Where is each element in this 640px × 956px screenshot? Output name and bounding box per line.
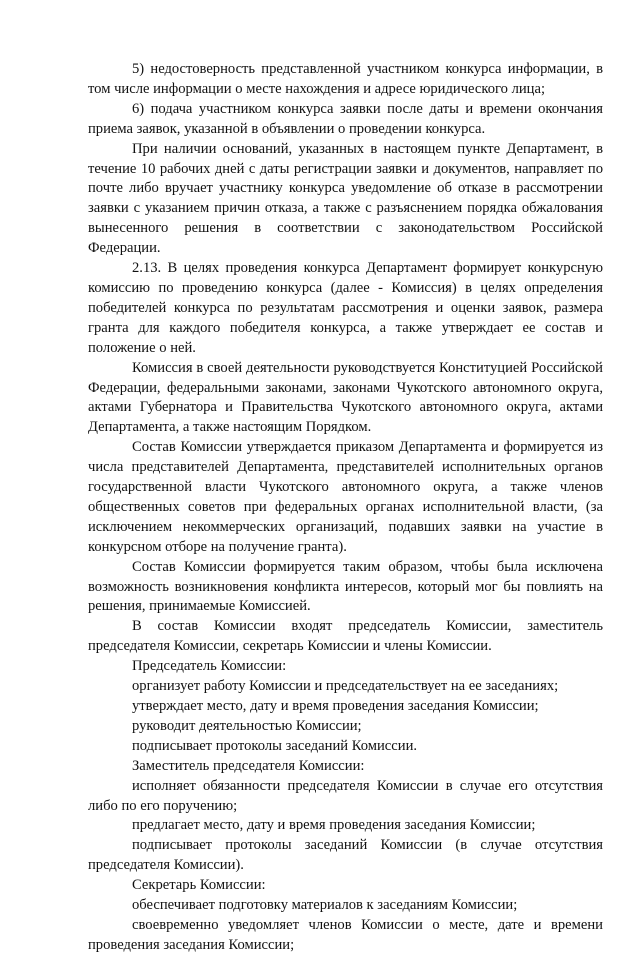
paragraph: Заместитель председателя Комиссии: [132, 757, 365, 774]
paragraph: 6) подача участником конкурса заявки после даты и времени окончания приема заявок, указанной в объявлении о проведении конкурса. [88, 100, 603, 137]
paragraph: своевременно уведомляет членов Комиссии о месте, дате и времени проведения заседания Комиссии; [88, 916, 603, 953]
paragraph: Комиссия в своей деятельности руководствуется Конституцией Российской Федерации, федеральными законами, законами Чукотского автономного округа, актами Губернатора и Правительства Чукотского автономного округа, актами Департамента, а также настоящим Порядком. [88, 359, 603, 436]
paragraph: При наличии оснований, указанных в настоящем пункте Департамент, в течение 10 рабочих дней с даты регистрации заявки и документов, направляет по почте либо вручает участнику конкурса уведомление об отказе в рассмотрении заявки с указанием причин отказа, а также с разъяснением порядка обжалования вынесенного решения в соответствии с законодательством Российской Федерации. [88, 140, 603, 257]
paragraph: Состав Комиссии формируется таким образом, чтобы была исключена возможность возникновения конфликта интересов, который мог бы повлиять на решения, принимаемые Комиссией. [88, 558, 603, 615]
paragraph: утверждает место, дату и время проведения заседания Комиссии; [132, 698, 539, 714]
paragraph: предлагает место, дату и время проведения заседания Комиссии; [132, 817, 536, 834]
paragraph: подписывает протоколы заседаний Комиссии. [132, 737, 418, 754]
paragraph: Председатель Комиссии: [132, 658, 287, 675]
paragraph: 5) недостоверность представленной участником конкурса информации, в том числе информации о месте нахождения и адресе юридического лица; [88, 61, 603, 97]
paragraph: обеспечивает подготовку материалов к заседаниям Комиссии; [132, 897, 518, 914]
paragraph: Состав Комиссии утверждается приказом Департамента и формируется из числа представителей Департамента, представителей исполнительных органов государственной власти Чукотского автономного округа, а также членов общественных советов при федеральных органах исполнительной власти, (за исключением некоммерческих организаций, подавших заявки на участие в конкурсном отборе на получение гранта). [88, 439, 603, 555]
paragraph: исполняет обязанности председателя Комиссии в случае его отсутствия либо по его поручению; [88, 777, 603, 814]
paragraph: организует работу Комиссии и председательствует на ее заседаниях; [132, 678, 559, 695]
paragraph: руководит деятельностью Комиссии; [132, 717, 362, 734]
paragraph: В состав Комиссии входят председатель Комиссии, заместитель председателя Комиссии, секретарь Комиссии и члены Комиссии. [88, 618, 603, 655]
paragraph: подписывает протоколы заседаний Комиссии (в случае отсутствия председателя Комиссии). [88, 837, 603, 874]
paragraph: Секретарь Комиссии: [132, 877, 266, 894]
paragraph: 2.13. В целях проведения конкурса Департамент формирует конкурсную комиссию по проведению конкурса (далее - Комиссия) в целях определения победителей конкурса по результатам рассмотрения и оценки заявок, размера гранта для каждого победителя конкурса, а также утверждает ее состав и положение о ней. [88, 260, 603, 356]
document-page [88, 60, 603, 956]
